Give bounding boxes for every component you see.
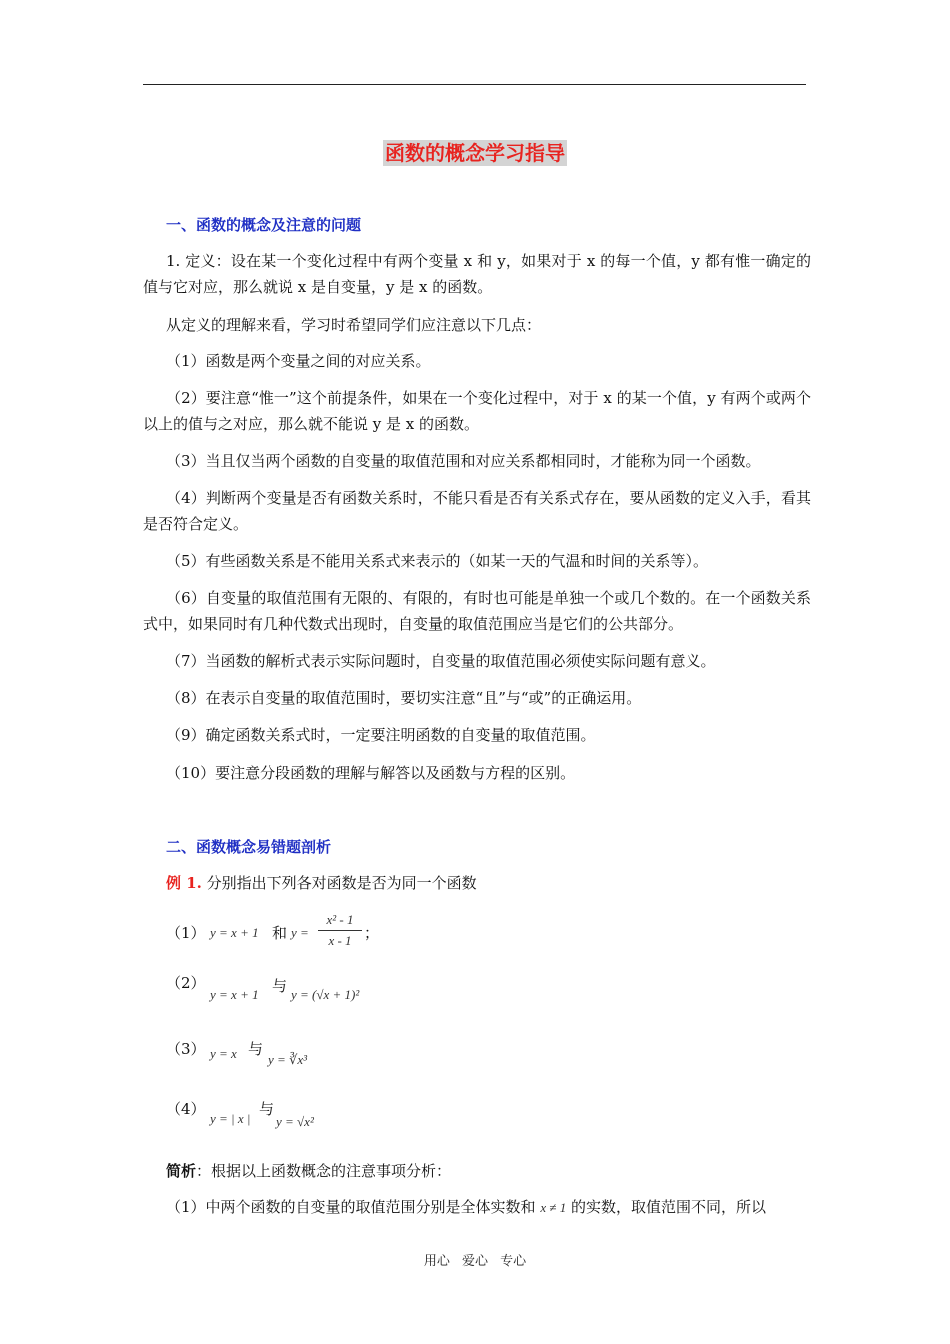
intro-paragraph: 从定义的理解来看，学习时希望同学们应注意以下几点：	[166, 316, 542, 334]
analysis-math: x ≠ 1	[540, 1200, 567, 1215]
point-9: （9）确定函数关系式时，一定要注明函数的自变量的取值范围。	[166, 726, 596, 744]
item-4-formula-b: y = √x²	[276, 1114, 314, 1129]
point-6: （6）自变量的取值范围有无限的、有限的，有时也可能是单独一个或几个数的。在一个函数关系式中，如果同时有几种代数式出现时，自变量的取值范围应当是它们的公共部分。	[143, 589, 811, 633]
example-text: 分别指出下列各对函数是否为同一个函数	[206, 874, 477, 892]
item-1-formula-a: y = x + 1	[210, 925, 259, 940]
point-8: （8）在表示自变量的取值范围时，要切实注意“且”与“或”的正确运用。	[166, 689, 642, 707]
item-3-formula-b: y = ∛x³	[268, 1052, 307, 1067]
item-1-fraction	[318, 912, 362, 949]
page-title: 函数的概念学习指导	[385, 141, 565, 165]
analysis-label: 简析	[166, 1162, 197, 1180]
point-10: （10）要注意分段函数的理解与解答以及函数与方程的区别。	[166, 764, 576, 782]
item-2-formula-b: y = (√x + 1)²	[291, 987, 360, 1002]
example-line	[166, 872, 477, 893]
analysis-detail	[166, 1196, 766, 1217]
item-4-number: （4）	[166, 1100, 206, 1118]
item-1-number: （1）	[166, 924, 206, 942]
section-heading-1: 一、函数的概念及注意的问题	[166, 216, 362, 234]
item-2-conj: 与	[272, 977, 288, 995]
point-1: （1）函数是两个变量之间的对应关系。	[166, 352, 431, 370]
section-heading-2: 二、函数概念易错题剖析	[166, 838, 332, 856]
item-1-numerator: x² - 1	[318, 912, 362, 931]
item-1-conj: 和	[272, 924, 288, 942]
item-3-formula-a: y = x	[210, 1046, 237, 1061]
point-4: （4）判断两个变量是否有函数关系时，不能只看是否有关系式存在，要从函数的定义入手，看其是否符合定义。	[143, 489, 811, 533]
point-7: （7）当函数的解析式表示实际问题时，自变量的取值范围必须使实际问题有意义。	[166, 652, 716, 670]
header-rule	[143, 84, 806, 85]
item-4-conj: 与	[259, 1100, 275, 1118]
item-1-tail: ；	[364, 924, 380, 942]
item-1-formula-b-lhs: y =	[291, 925, 309, 940]
page-footer: 用心 爱心 专心	[423, 1254, 527, 1269]
item-3-number: （3）	[166, 1040, 206, 1058]
point-3: （3）当且仅当两个函数的自变量的取值范围和对应关系都相同时，才能称为同一个函数。	[166, 452, 761, 470]
analysis-detail-a: （1）中两个函数的自变量的取值范围分别是全体实数和	[166, 1198, 536, 1216]
item-3-conj: 与	[248, 1040, 264, 1058]
item-2-number: （2）	[166, 974, 206, 992]
definition-paragraph: 1. 定义：设在某一个变化过程中有两个变量 x 和 y，如果对于 x 的每一个值，y 都有惟一确定的值与它对应，那么就说 x 是自变量，y 是 x 的函数。	[143, 252, 811, 296]
item-2-formula-a: y = x + 1	[210, 987, 259, 1002]
analysis-detail-b: 的实数，取值范围不同，所以	[571, 1198, 767, 1216]
item-1-denominator: x - 1	[328, 933, 352, 948]
point-2: （2）要注意“惟一”这个前提条件，如果在一个变化过程中，对于 x 的某一个值，y 有两个或两个以上的值与之对应，那么就不能说 y 是 x 的函数。	[143, 389, 811, 433]
analysis-line	[166, 1160, 451, 1181]
point-5: （5）有些函数关系是不能用关系式来表示的（如某一天的气温和时间的关系等）。	[166, 552, 709, 570]
analysis-text: ：根据以上函数概念的注意事项分析：	[196, 1162, 452, 1180]
item-4-formula-a: y = | x |	[210, 1111, 251, 1126]
example-label: 例 1.	[166, 874, 202, 892]
